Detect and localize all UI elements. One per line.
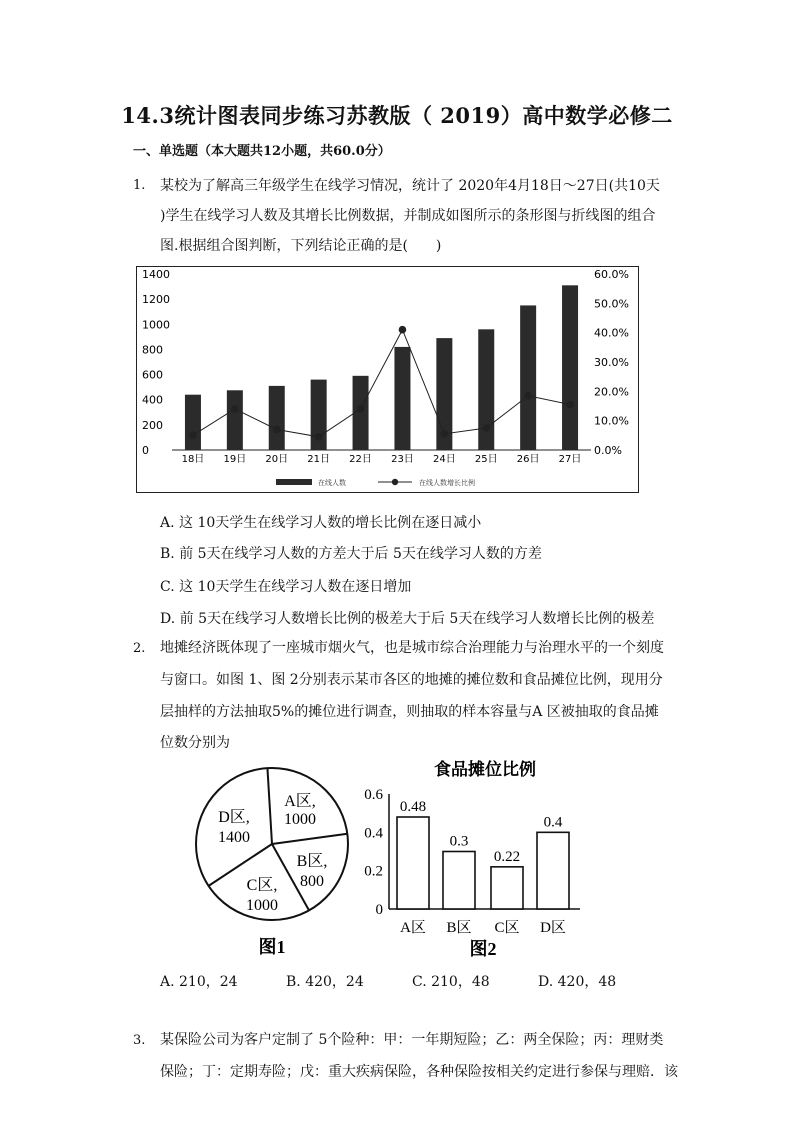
- growth-rate-point: [273, 426, 281, 434]
- q1-text-line: 某校为了解高三年级学生在线学习情况，统计了 2020年4月18日～27日(共10天: [160, 178, 660, 194]
- q2-text-line: 与窗口。如图 1、图 2分别表示某市各区的地摊的摊位数和食品摊位比例，现用分: [160, 672, 663, 688]
- legend-line-label: 在线人数增长比例: [419, 479, 475, 487]
- pie-slice-label: A区,: [284, 793, 316, 810]
- question-number-1: 1.: [133, 178, 146, 193]
- right-axis-tick-label: 30.0%: [594, 356, 629, 369]
- right-axis-tick-label: 20.0%: [594, 385, 629, 399]
- x-axis-tick-label: B区: [446, 920, 472, 936]
- online-count-bar: [562, 285, 578, 450]
- question-number-2: 2.: [133, 641, 146, 656]
- growth-rate-point: [482, 424, 490, 432]
- legend-line-marker: [392, 479, 398, 485]
- growth-rate-point: [441, 430, 449, 438]
- growth-rate-point: [315, 433, 323, 441]
- growth-rate-point: [399, 326, 407, 334]
- question-number-3: 3.: [133, 1033, 146, 1048]
- q1-option-a: A. 这 10天学生在线学习人数的增长比例在逐日减小: [160, 515, 482, 531]
- left-axis-tick-label: 200: [142, 418, 163, 432]
- q2-option-c: C. 210，48: [412, 974, 490, 990]
- left-axis-tick-label: 400: [142, 393, 163, 407]
- x-axis-tick-label: 25日: [474, 454, 498, 465]
- x-axis-tick-label: 20日: [265, 454, 289, 465]
- q2-option-d: D. 420，48: [538, 974, 617, 990]
- food-ratio-bar: [491, 867, 523, 909]
- growth-rate-point: [524, 392, 532, 400]
- pie-slice-label: B区,: [296, 853, 328, 870]
- y-axis-tick-label: 0.4: [364, 825, 383, 842]
- q2-text-line: 层抽样的方法抽取5%的摊位进行调查，则抽取的样本容量与A 区被抽取的食品摊: [160, 704, 659, 720]
- x-axis-tick-label: 19日: [223, 454, 247, 465]
- combo-chart: [136, 266, 640, 494]
- q2-option-b: B. 420，24: [286, 974, 364, 990]
- q1-text-line: 图.根据组合图判断，下列结论正确的是( ): [160, 238, 442, 254]
- online-count-bar: [478, 329, 494, 450]
- bar-value-label: 0.22: [493, 848, 521, 865]
- pie-slice-value: 800: [300, 873, 324, 890]
- pie-slice-value: 1400: [218, 829, 250, 846]
- bar-value-label: 0.4: [543, 814, 563, 831]
- x-axis-tick-label: C区: [494, 920, 520, 936]
- right-axis-tick-label: 10.0%: [594, 414, 629, 428]
- x-axis-tick-label: 21日: [307, 454, 331, 465]
- x-axis-tick-label: 27日: [558, 454, 582, 465]
- x-axis-tick-label: 22日: [349, 454, 372, 465]
- q2-text-line: 地摊经济既体现了一座城市烟火气，也是城市综合治理能力与治理水平的一个刻度: [160, 640, 664, 656]
- right-axis-tick-label: 50.0%: [594, 297, 629, 311]
- legend-bar-label: 在线人数: [318, 479, 346, 487]
- y-axis-tick-label: 0: [375, 902, 383, 918]
- online-count-bar: [520, 305, 536, 450]
- growth-rate-point: [566, 401, 574, 409]
- q1-text-line: )学生在线学习人数及其增长比例数据，并制成如图所示的条形图与折线图的组合: [160, 208, 656, 224]
- pie-slice-value: 1000: [246, 897, 278, 914]
- left-axis-tick-label: 800: [142, 343, 163, 357]
- right-axis-tick-label: 0.0%: [594, 444, 622, 457]
- q3-text-line: 保险；丁：定期寿险；戊：重大疾病保险，各种保险按相关约定进行参保与理赔．该: [160, 1064, 678, 1080]
- pie-slice-value: 1000: [284, 811, 316, 828]
- x-axis-tick-label: 23日: [391, 454, 414, 465]
- figure-1-caption: 图1: [258, 937, 286, 957]
- online-count-bar: [394, 347, 410, 450]
- growth-rate-point: [189, 432, 197, 440]
- food-ratio-bar: [397, 817, 429, 909]
- x-axis-tick-label: D区: [540, 920, 566, 936]
- food-chart-title: 食品摊位比例: [434, 760, 536, 779]
- food-ratio-bar: [537, 832, 569, 909]
- x-axis-tick-label: 24日: [432, 454, 456, 465]
- pie-slice-label: C区,: [246, 877, 278, 894]
- q2-option-a: A. 210，24: [160, 974, 238, 990]
- online-count-bar: [269, 386, 285, 450]
- left-axis-tick-label: 0: [142, 444, 149, 457]
- x-axis-tick-label: 18日: [181, 454, 205, 465]
- legend-bar-swatch: [276, 479, 312, 485]
- bar-value-label: 0.48: [399, 799, 427, 815]
- growth-rate-point: [231, 405, 239, 413]
- q3-text-line: 某保险公司为客户定制了 5个险种：甲：一年期短险；乙：两全保险；丙：理财类: [160, 1032, 664, 1048]
- q1-option-d: D. 前 5天在线学习人数增长比例的极差大于后 5天在线学习人数增长比例的极差: [160, 611, 655, 627]
- left-axis-tick-label: 1000: [142, 318, 170, 332]
- q1-option-b: B. 前 5天在线学习人数的方差大于后 5天在线学习人数的方差: [160, 546, 542, 562]
- left-axis-tick-label: 1400: [142, 268, 170, 281]
- growth-rate-point: [357, 405, 365, 413]
- pie-slice-label: D区,: [218, 809, 250, 826]
- right-axis-tick-label: 60.0%: [594, 268, 629, 281]
- figure-2-caption: 图2: [469, 939, 497, 959]
- food-ratio-bar: [443, 852, 475, 910]
- section-heading: 一、单选题（本大题共12小题，共60.0分）: [133, 144, 391, 159]
- x-axis-tick-label: 26日: [516, 454, 540, 465]
- online-count-bar: [227, 390, 243, 450]
- page-title: 14.3统计图表同步练习苏教版（ 2019）高中数学必修二: [121, 103, 673, 128]
- x-axis-tick-label: A区: [400, 920, 426, 936]
- q2-text-line: 位数分别为: [160, 735, 230, 751]
- right-axis-tick-label: 40.0%: [594, 326, 629, 340]
- q1-option-c: C. 这 10天学生在线学习人数在逐日增加: [160, 579, 412, 595]
- y-axis-tick-label: 0.2: [364, 863, 383, 880]
- bar-value-label: 0.3: [449, 833, 469, 850]
- y-axis-tick-label: 0.6: [364, 787, 383, 803]
- online-count-bar: [185, 395, 201, 450]
- left-axis-tick-label: 600: [142, 368, 163, 382]
- food-stall-bar-chart: [355, 755, 595, 965]
- left-axis-tick-label: 1200: [142, 293, 170, 307]
